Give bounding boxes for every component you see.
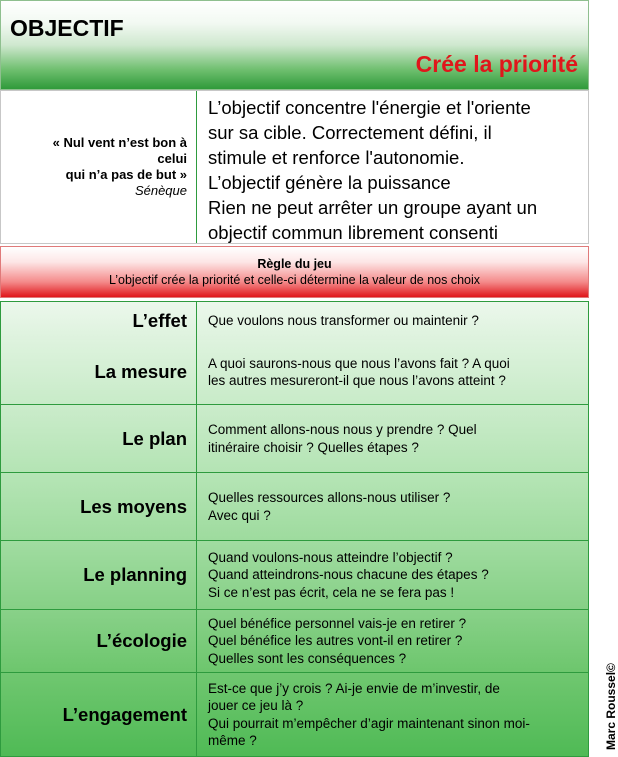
row-text-line: Quelles ressources allons-nous utiliser ? (208, 490, 451, 505)
row-text-line: Si ce n’est pas écrit, cela ne se fera pas ! (208, 584, 455, 600)
rule-banner (0, 246, 589, 298)
description-line: L’objectif génère la puissance (208, 172, 451, 193)
row-label: Le planning (1, 541, 197, 609)
row-text-line: Quel bénéfice les autres vont-il en retirer ? (208, 633, 463, 649)
copyright-credit: Marc Roussel© (604, 663, 618, 750)
table-row (0, 473, 589, 541)
table-row (0, 340, 589, 405)
description-line: sur sa cible. Correctement défini, il (208, 122, 492, 143)
row-text-line: itinéraire choisir ? Quelles étapes ? (208, 439, 419, 455)
row-label: Les moyens (1, 473, 197, 540)
table-row (0, 541, 589, 610)
row-text-line: Est-ce que j’y crois ? Ai-je envie de m’investir, de (208, 680, 500, 696)
rule-title: Règle du jeu (257, 257, 332, 271)
table-row (0, 405, 589, 473)
row-text-line: Comment allons-nous nous y prendre ? Quel (208, 422, 477, 437)
page-subtitle: Crée la priorité (415, 51, 578, 77)
quote-line: celui (157, 151, 187, 166)
row-text (208, 673, 582, 756)
description-line: stimule et renforce l'autonomie. (208, 147, 465, 168)
credit-strip (590, 0, 618, 757)
table-row (0, 301, 589, 341)
header-banner (0, 0, 589, 90)
row-text-line: Que voulons nous transformer ou maintenir ? (208, 313, 479, 329)
quote-author: Sénèque (134, 183, 187, 198)
row-label: L’écologie (1, 610, 197, 672)
row-text (208, 340, 582, 404)
row-text-line: Quand voulons-nous atteindre l’objectif ? (208, 549, 453, 565)
row-text-line: jouer ce jeu là ? (208, 698, 304, 713)
description-line: L’objectif concentre l'énergie et l'oriente (208, 97, 531, 118)
page-title: OBJECTIF (10, 15, 124, 41)
description-block (208, 95, 583, 245)
description-line: Rien ne peut arrêter un groupe ayant un (208, 197, 538, 218)
row-text (208, 541, 582, 609)
row-text-line: Qui pourrait m’empêcher d’agir maintenant sinon moi- (208, 715, 530, 731)
row-label: La mesure (1, 340, 197, 404)
quote-block (1, 91, 197, 243)
row-text-line: Quand atteindrons-nous chacune des étapes ? (208, 567, 489, 583)
row-text (208, 473, 582, 540)
row-text-line: A quoi saurons-nous que nous l’avons fait ? A quoi (208, 355, 510, 371)
table-row (0, 673, 589, 757)
row-text (208, 405, 582, 472)
intro-section (0, 90, 589, 244)
row-label: L’engagement (1, 673, 197, 756)
row-text-line: Quelles sont les conséquences ? (208, 650, 407, 666)
row-text-line: les autres mesureront-il que nous l’avons atteint ? (208, 373, 506, 388)
quote-line: qui n’a pas de but » (65, 167, 187, 182)
row-text-line: Quel bénéfice personnel vais-je en retirer ? (208, 615, 467, 631)
row-label: L’effet (1, 302, 197, 340)
row-text-line: Avec qui ? (208, 507, 271, 523)
row-text-line: même ? (208, 733, 257, 748)
row-label: Le plan (1, 405, 197, 472)
rule-text: L’objectif crée la priorité et celle-ci détermine la valeur de nos choix (108, 273, 481, 287)
quote-line: « Nul vent n’est bon à (52, 135, 187, 150)
row-text (208, 302, 582, 340)
row-text (208, 610, 582, 672)
description-line: objectif commun librement consenti (208, 222, 498, 243)
table-row (0, 610, 589, 673)
